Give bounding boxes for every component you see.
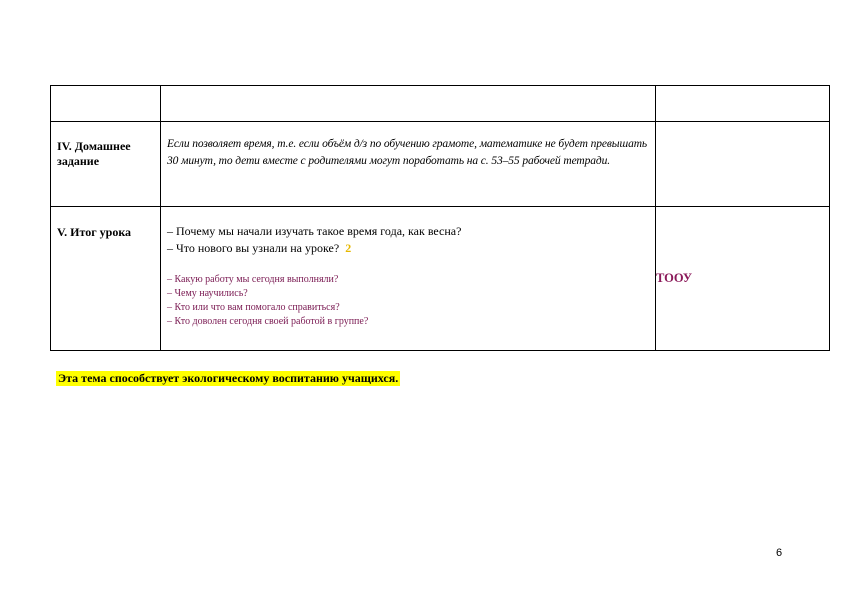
question-item — [167, 240, 651, 257]
stage-label-summary: V. Итог урока — [57, 225, 132, 239]
number-badge: 2 — [345, 241, 352, 255]
lesson-table — [50, 85, 830, 351]
reflection-questions — [161, 257, 655, 329]
stage-cell — [51, 207, 161, 351]
content-cell — [161, 207, 656, 351]
page-number: 6 — [776, 547, 783, 559]
reflection-item: – Кто доволен сегодня своей работой в группе? — [167, 316, 369, 327]
stage-label-homework: IV. Домашнее задание — [57, 139, 131, 168]
question-item: – Почему мы начали изучать такое время года, как весна? — [167, 224, 462, 238]
content-cell — [161, 122, 656, 207]
reflection-item: – Какую работу мы сегодня выполняли? — [167, 274, 339, 285]
table-cell — [51, 86, 161, 122]
table-cell — [161, 86, 656, 122]
result-cell — [656, 122, 830, 207]
table-row-empty — [51, 86, 830, 122]
table-cell — [656, 86, 830, 122]
homework-text: Если позволяет время, т.е. если объём д/з по обучению грамоте, математике не будет превышать 30 минут, то дети вместе с родителями могут поработать на с. 53–55 рабочей тетради. — [167, 138, 648, 167]
main-questions — [161, 207, 655, 257]
result-label: ТООУ — [656, 271, 693, 285]
table-row-homework — [51, 122, 830, 207]
result-cell — [656, 207, 830, 351]
table-row-summary — [51, 207, 830, 351]
stage-cell — [51, 122, 161, 207]
reflection-item: – Кто или что вам помогало справиться? — [167, 302, 340, 313]
question-text: – Что нового вы узнали на уроке? — [167, 241, 340, 255]
highlighted-note: Эта тема способствует экологическому воспитанию учащихся. — [58, 371, 399, 385]
reflection-item: – Чему научились? — [167, 288, 248, 299]
